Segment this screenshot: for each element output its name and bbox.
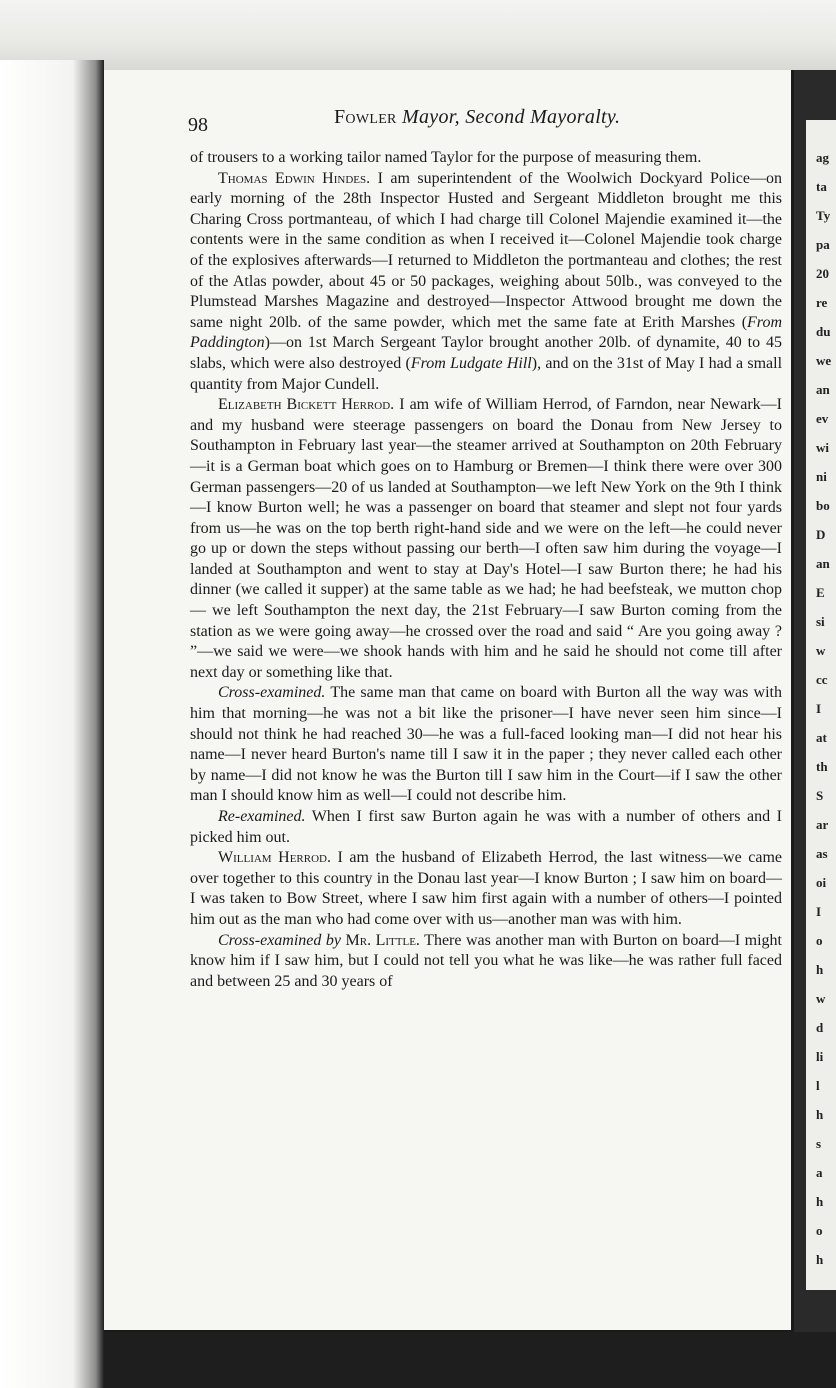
next-page-edge <box>806 120 836 1290</box>
next-page-fragment: Ty <box>816 208 831 223</box>
cross-examination: Cross-examined. The same man that came on board with Burton all the way was with him that morning—he was not a bit like the prisoner—I have never seen him since—I should not think he had reached 30—he was a full-faced looking man—I did not hear his name—I never heard Burton's name till I saw it in the paper ; they never called each other by name—I did not know he was the Burton till I saw him in the Court—if I saw the other man I should know him as well—I could not describe him. <box>190 684 782 805</box>
next-page-fragment: l <box>816 1078 820 1093</box>
next-page-fragment: 20 <box>816 266 829 281</box>
next-page-fragment: h <box>816 1107 824 1122</box>
next-page-fragment: du <box>816 324 831 339</box>
next-page-fragment: s <box>816 1136 822 1151</box>
next-page-fragment: h <box>816 1194 824 1209</box>
next-page-fragment: bo <box>816 498 830 513</box>
next-page-fragment: d <box>816 1020 824 1035</box>
body-text <box>190 148 782 992</box>
speaker-name: Thomas Edwin Hindes. <box>218 169 371 187</box>
re-examination: Re-examined. When I first saw Burton again he was with a number of others and I picked him out. <box>190 808 782 846</box>
running-title-italic: Mayor, Second Mayoralty. <box>402 106 621 128</box>
next-page-fragment: D <box>816 527 826 542</box>
next-page-fragment: wi <box>816 440 829 455</box>
next-page-fragment: ev <box>816 411 829 426</box>
next-page-fragment: o <box>816 1223 823 1238</box>
counsel-name: Mr. Little. <box>345 931 420 949</box>
paragraph-continuation: of trousers to a working tailor named Taylor for the purpose of measuring them. <box>190 149 702 166</box>
examination-label: Re-examined. <box>218 808 306 825</box>
book-page <box>104 70 794 1332</box>
next-page-fragment: th <box>816 759 828 774</box>
next-page-fragment: I <box>816 904 822 919</box>
next-page-fragment: re <box>816 295 828 310</box>
next-page-fragment: ag <box>816 150 829 165</box>
running-title <box>334 106 620 129</box>
next-page-fragment: a <box>816 1165 823 1180</box>
next-page-fragment: I <box>816 701 822 716</box>
next-page-fragment: as <box>816 846 828 861</box>
next-page-fragment: h <box>816 1252 824 1267</box>
examination-label: Cross-examined. <box>218 684 326 702</box>
next-page-fragment: oi <box>816 875 827 890</box>
book-left-edge <box>0 60 104 1388</box>
next-page-fragment: li <box>816 1049 824 1064</box>
next-page-fragment: ta <box>816 179 827 194</box>
testimony-elizabeth-herrod: Elizabeth Bickett Herrod. I am wife of William Herrod, of Farndon, near Newark—I and my husband were steerage passengers on board the Donau from New Jersey to Southampton in February last year—the steamer arrived at Southampton on 20th February—it is a German boat which goes on to Hamburg or Bremen—I think there were over 300 German passengers—20 of us landed at Southampton—we left New York on the 9th I think—I know Burton well; he was a passenger on board that steamer and slept not four yards from us—he was on the top berth right-hand side and we were on the left—he could never go up or down the steps without passing our berth—I often saw him during the voyage—I landed at Southampton and went to stay at Day's Hotel—I saw Burton there; he had his dinner (we called it supper) at the same table as we had; he had beefsteak, we mutton chop — we left Southampton the next day, the 21st February—I saw Burton coming from the station as we were going away—he crossed over the road and said “ Are you going away ? ”—we said we were—we shook hands with him and he said he should not come till after next day or something like that. <box>190 396 782 681</box>
next-page-fragment: we <box>816 353 832 368</box>
speaker-name: Elizabeth Bickett Herrod. <box>218 396 395 414</box>
running-title-name: Fowler <box>334 106 397 128</box>
cross-examination-little: Cross-examined by Mr. Little. There was another man with Burton on board—I might know him if I saw him, but I could not tell you what he was like—he was rather full faced and between 25 and 30 years of <box>190 931 782 990</box>
next-page-fragment: at <box>816 730 827 745</box>
next-page-fragment: an <box>816 382 830 397</box>
testimony-william-herrod: William Herrod. I am the husband of Elizabeth Herrod, the last witness—we came over together to this country in the Donau last year—I know Burton ; I saw him on board—I was taken to Bow Street, where I saw him first again with a number of others—I pointed him out as the man who had come over with us—another man was with him. <box>190 849 783 928</box>
next-page-fragment: o <box>816 933 823 948</box>
next-page-fragment: ni <box>816 469 827 484</box>
next-page-fragment: si <box>816 614 825 629</box>
examination-label: Cross-examined by <box>218 931 342 949</box>
next-page-fragment: h <box>816 962 824 977</box>
scan-bottom-strip <box>104 1332 836 1388</box>
scan-top-margin <box>0 0 836 70</box>
next-page-fragment: an <box>816 556 830 571</box>
speaker-name: William Herrod. <box>218 849 331 867</box>
next-page-fragment: E <box>816 585 825 600</box>
next-page-fragment: cc <box>816 672 828 687</box>
next-page-fragment: w <box>816 643 826 658</box>
page-number: 98 <box>188 114 208 136</box>
testimony-hindes: Thomas Edwin Hindes. I am superintendent of the Woolwich Dockyard Police—on early morning of the 28th Inspector Husted and Sergeant Middleton brought me this Charing Cross portmanteau, of which I had charge till Colonel Majendie examined it—the contents were in the same condition as when I received it—Colonel Majendie took charge of the explosives afterwards—I returned to Middleton the portmanteau and clothes; the rest of the Atlas powder, about 45 or 50 packages, weighing about 50lb., was conveyed to the Plumstead Marshes Magazine and destroyed—Inspector Attwood brought me down the same night 20lb. of the same powder, which met the same fate at Erith Marshes (From Paddington)—on 1st March Sergeant Taylor brought another 20lb. of dynamite, 40 to 45 slabs, which were also destroyed (From Ludgate Hill), and on the 31st of May I had a small quantity from Major Cundell. <box>190 169 783 393</box>
next-page-fragment: ar <box>816 817 829 832</box>
next-page-fragment: S <box>816 788 824 803</box>
page-header <box>188 106 778 136</box>
next-page-fragment: w <box>816 991 826 1006</box>
next-page-fragment: pa <box>816 237 830 252</box>
